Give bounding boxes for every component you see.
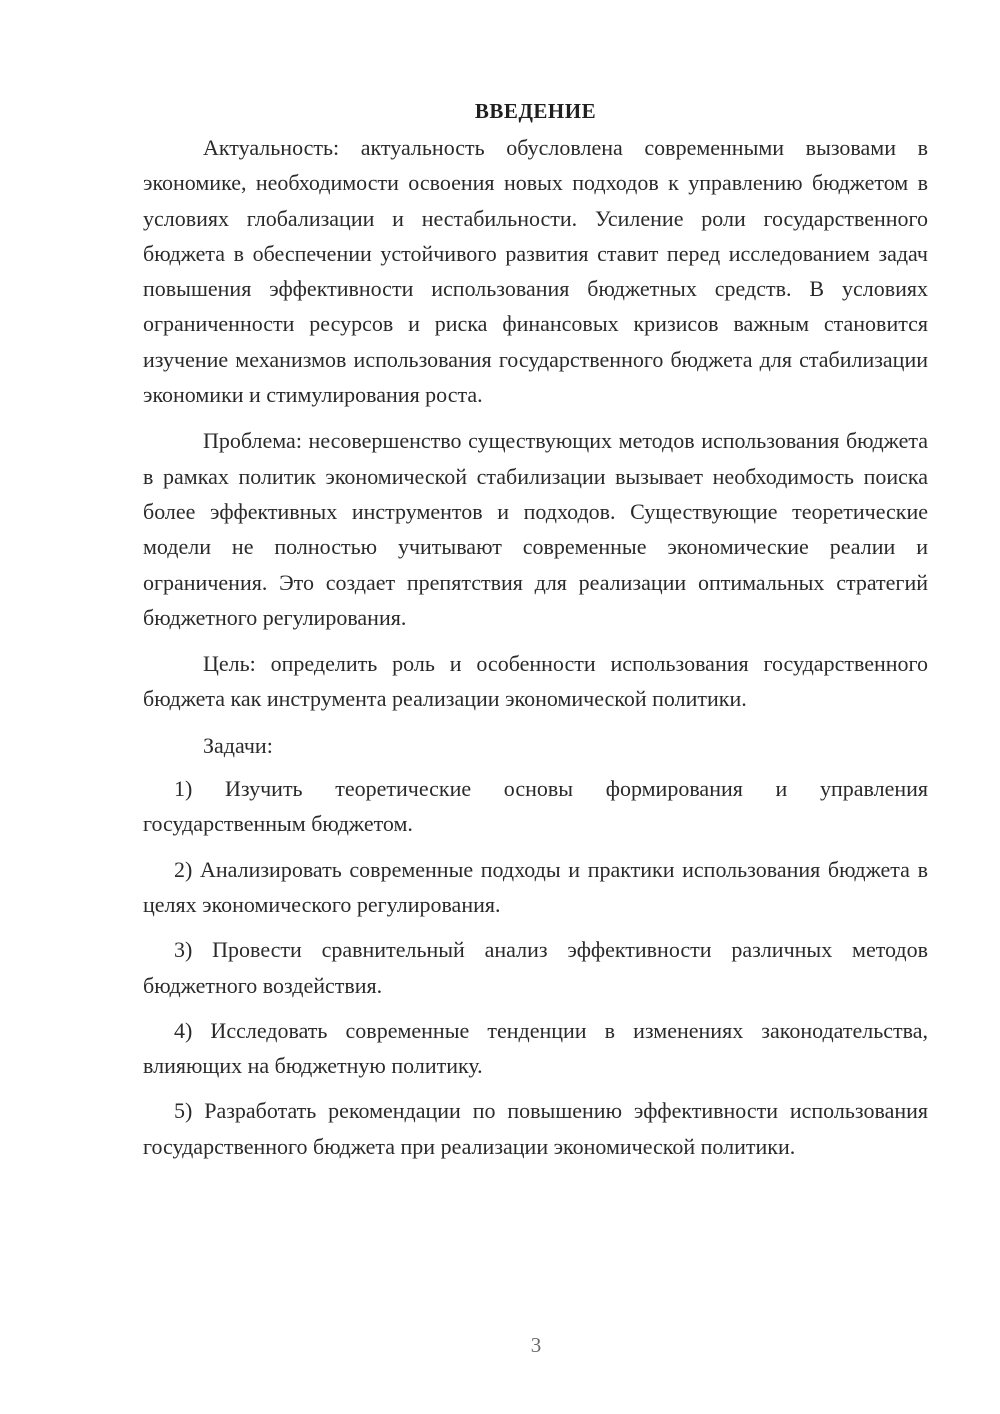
page-number: 3 [530, 1333, 542, 1357]
document-page [143, 88, 928, 1174]
task-list [143, 771, 928, 1164]
problem-paragraph: Проблема: несовершенство существующих методов использования бюджета в рамках политик экономической стабилизации вызывает необходимость поиска более эффективных инструментов и подходов. Существующие теоретические модели не полностью учитывают современные экономические реалии и ограничения. Это создает препятствия для реализации оптимальных стратегий бюджетного регулирования. [143, 428, 928, 630]
relevance-paragraph: Актуальность: актуальность обусловлена современными вызовами в экономике, необходимости освоения новых подходов к управлению бюджетом в условиях глобализации и нестабильности. Усиление роли государственного бюджета в обеспечении устойчивого развития ставит перед исследованием задач повышения эффективности использования бюджетных средств. В условиях ограниченности ресурсов и риска финансовых кризисов важным становится изучение механизмов использования государственного бюджета для стабилизации экономики и стимулирования роста. [143, 135, 928, 408]
task-item: 1) Изучить теоретические основы формирования и управления государственным бюджетом. [143, 776, 928, 837]
task-item: 3) Провести сравнительный анализ эффективности различных методов бюджетного воздействия. [143, 937, 928, 998]
task-item: 4) Исследовать современные тенденции в изменениях законодательства, влияющих на бюджетную политику. [143, 1017, 928, 1079]
goal-paragraph: Цель: определить роль и особенности использования государственного бюджета как инструмента реализации экономической политики. [143, 651, 928, 712]
section-heading: ВВЕДЕНИЕ [474, 99, 597, 123]
tasks-label: Задачи: [203, 732, 273, 758]
task-item: 5) Разработать рекомендации по повышению эффективности использования государственного бюджета при реализации экономической политики. [143, 1098, 928, 1159]
task-item: 2) Анализировать современные подходы и практики использования бюджета в целях экономического регулирования. [143, 856, 928, 917]
